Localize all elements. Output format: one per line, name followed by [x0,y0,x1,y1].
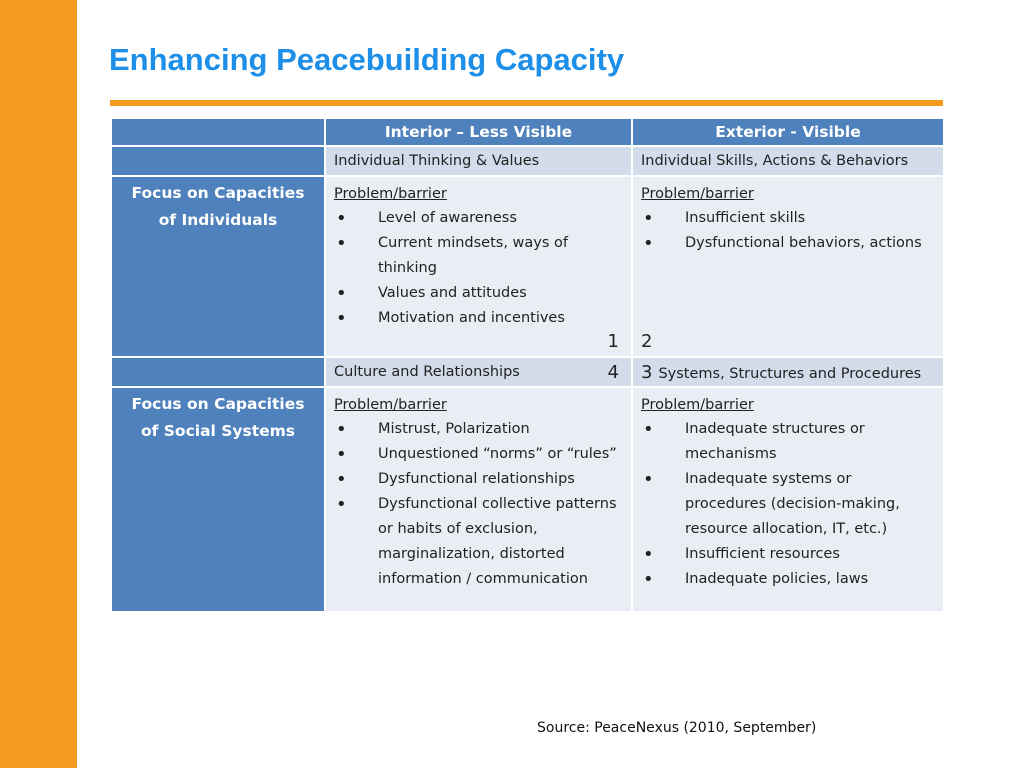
individuals-content-row [111,176,944,357]
individual-skills-actions-subheader: Individual Skills, Actions & Behaviors [632,146,944,176]
social-systems-interior-barrier-list [334,417,623,592]
quadrant-number-3: 3 [641,361,653,383]
culture-relationships-label: Culture and Relationships [334,364,520,380]
list-item: • Mistrust, Polarization [334,417,623,442]
social-systems-exterior-problem-heading: Problem/barrier [641,397,754,413]
list-item: • Inadequate policies, laws [641,567,935,592]
slide-title: Enhancing Peacebuilding Capacity [109,42,625,77]
header-corner-cell [111,118,325,146]
social-systems-exterior-barrier-list [641,417,935,592]
list-item: • Unquestioned “norms” or “rules” [334,442,623,467]
list-item: • Inadequate systems or procedures (decision-making, resource allocation, IT, etc.) [641,467,935,542]
title-underline-rule [110,100,943,106]
individuals-interior-quadrant [325,176,632,357]
quadrant-number-1: 1 [607,331,619,352]
list-item: • Insufficient skills [641,206,935,231]
social-systems-content-row [111,387,944,612]
column-header-row [111,118,944,146]
individuals-exterior-problem-heading: Problem/barrier [641,186,754,202]
list-item: • Insufficient resources [641,542,935,567]
individuals-interior-problem-heading: Problem/barrier [334,186,447,202]
list-item: • Dysfunctional behaviors, actions [641,231,935,256]
quadrant-number-4: 4 [607,362,619,383]
social-systems-exterior-quadrant [632,387,944,612]
social-systems-subheader-corner [111,357,325,387]
individuals-exterior-barrier-list [641,206,935,256]
individuals-exterior-quadrant [632,176,944,357]
quadrant-number-2: 2 [641,331,653,352]
capacity-framework-table [110,117,945,613]
left-accent-bar [0,0,77,768]
social-systems-interior-quadrant [325,387,632,612]
social-systems-interior-problem-heading: Problem/barrier [334,397,447,413]
exterior-column-header: Exterior - Visible [632,118,944,146]
list-item: • Current mindsets, ways of thinking [334,231,623,281]
social-systems-focus-label: Focus on Capacities of Social Systems [111,387,325,612]
individuals-subheader-row [111,146,944,176]
systems-structures-subheader [632,357,944,387]
list-item: • Motivation and incentives [334,306,623,331]
list-item: • Inadequate structures or mechanisms [641,417,935,467]
source-citation: Source: PeaceNexus (2010, September) [537,720,817,736]
list-item: • Dysfunctional collective patterns or habits of exclusion, marginalization, distorted information / communication [334,492,623,592]
list-item: • Dysfunctional relationships [334,467,623,492]
list-item: • Level of awareness [334,206,623,231]
individuals-focus-label: Focus on Capacities of Individuals [111,176,325,357]
interior-column-header: Interior – Less Visible [325,118,632,146]
individuals-subheader-corner [111,146,325,176]
list-item: • Values and attitudes [334,281,623,306]
social-systems-subheader-row [111,357,944,387]
individuals-interior-barrier-list [334,206,623,331]
culture-relationships-subheader [325,357,632,387]
systems-structures-label: Systems, Structures and Procedures [658,365,922,382]
individual-thinking-values-subheader: Individual Thinking & Values [325,146,632,176]
